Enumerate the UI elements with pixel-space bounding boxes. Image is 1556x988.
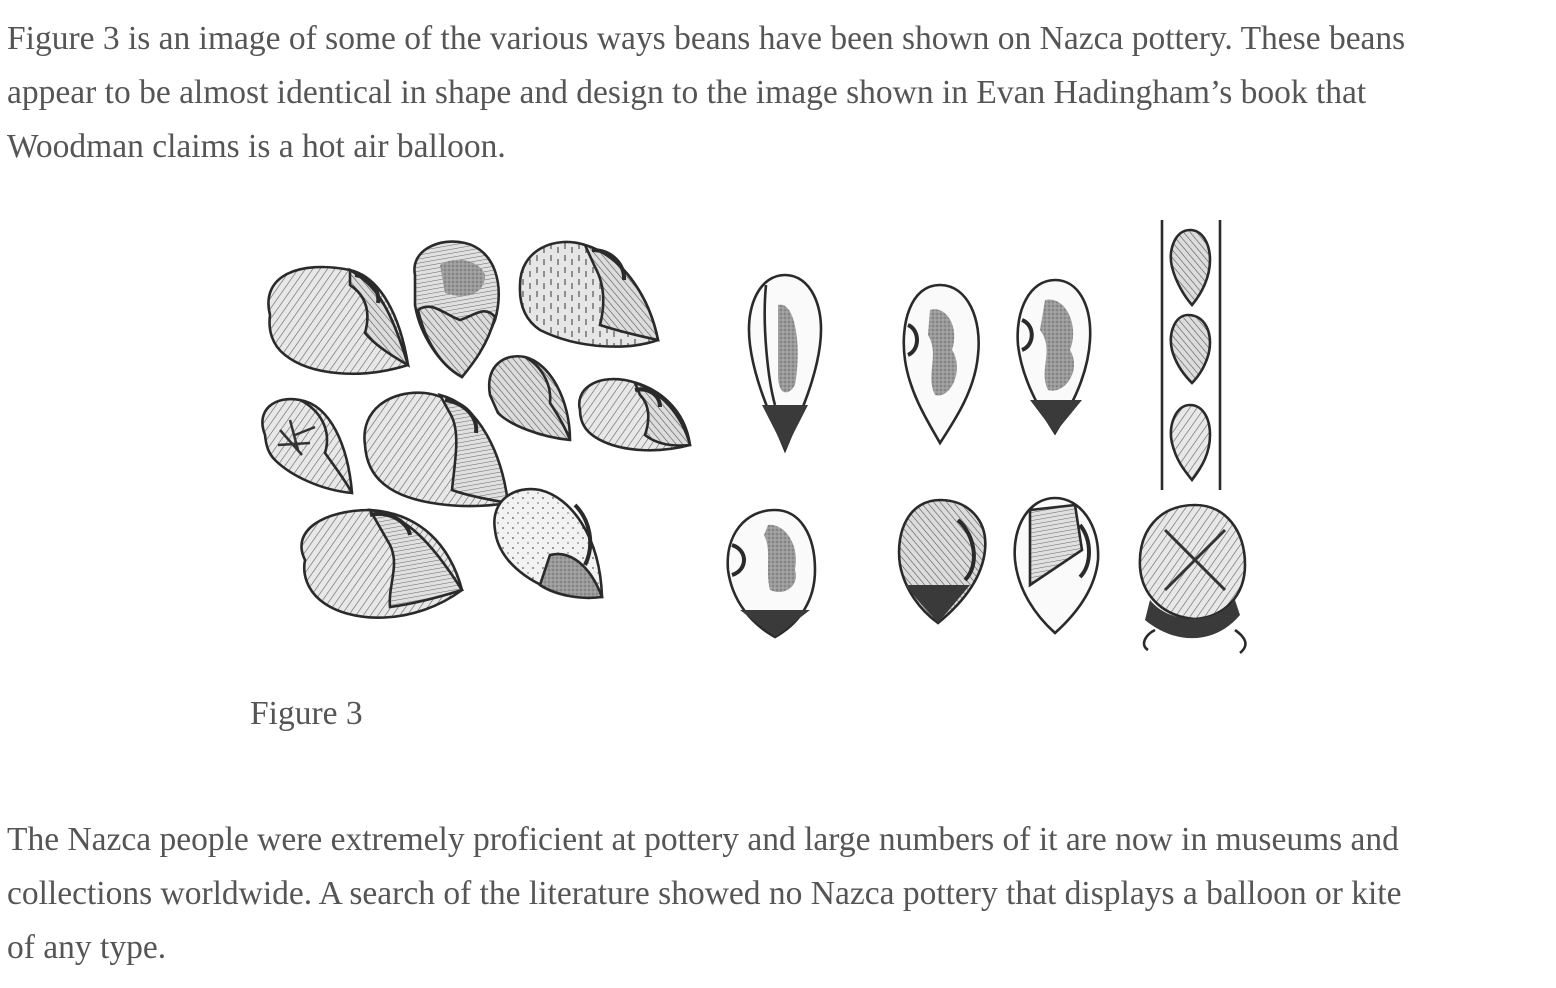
intro-line-2: appear to be almost identical in shape and design to the image shown in Evan Hadingham’s book that — [7, 74, 1367, 111]
bean-illustration — [240, 205, 1260, 665]
drop-bean-7 — [1140, 505, 1246, 653]
drop-bean-1 — [749, 275, 821, 450]
drop-bean-2 — [904, 285, 979, 443]
closing-line-1: The Nazca people were extremely proficient at pottery and large numbers of it are now in museums and — [7, 821, 1399, 858]
bean-cluster-left — [262, 242, 690, 618]
bean-3 — [520, 242, 658, 347]
closing-line-3: of any type. — [7, 929, 167, 966]
bean-8 — [301, 510, 462, 618]
drop-bean-4 — [728, 510, 815, 637]
bean-5 — [364, 393, 508, 506]
intro-line-3: Woodman claims is a hot air balloon. — [7, 128, 506, 165]
bean-9 — [494, 489, 602, 598]
bean-6 — [489, 356, 570, 440]
intro-paragraph — [7, 12, 1547, 174]
drop-bean-3 — [1018, 280, 1091, 433]
figure-caption: Figure 3 — [250, 695, 363, 732]
bean-illustration-figure — [240, 205, 1260, 665]
bean-2 — [414, 242, 498, 377]
drop-bean-6 — [1015, 498, 1098, 633]
bean-band-right — [1162, 220, 1220, 490]
intro-line-1: Figure 3 is an image of some of the various ways beans have been shown on Nazca pottery. These beans — [7, 20, 1406, 57]
bean-7 — [579, 379, 690, 450]
closing-paragraph — [7, 813, 1547, 975]
bean-4 — [262, 399, 352, 493]
bean-drops-middle — [728, 275, 1246, 653]
drop-bean-5 — [899, 500, 985, 623]
bean-1 — [268, 267, 408, 374]
closing-line-2: collections worldwide. A search of the literature showed no Nazca pottery that displays a balloon or kite — [7, 875, 1402, 912]
